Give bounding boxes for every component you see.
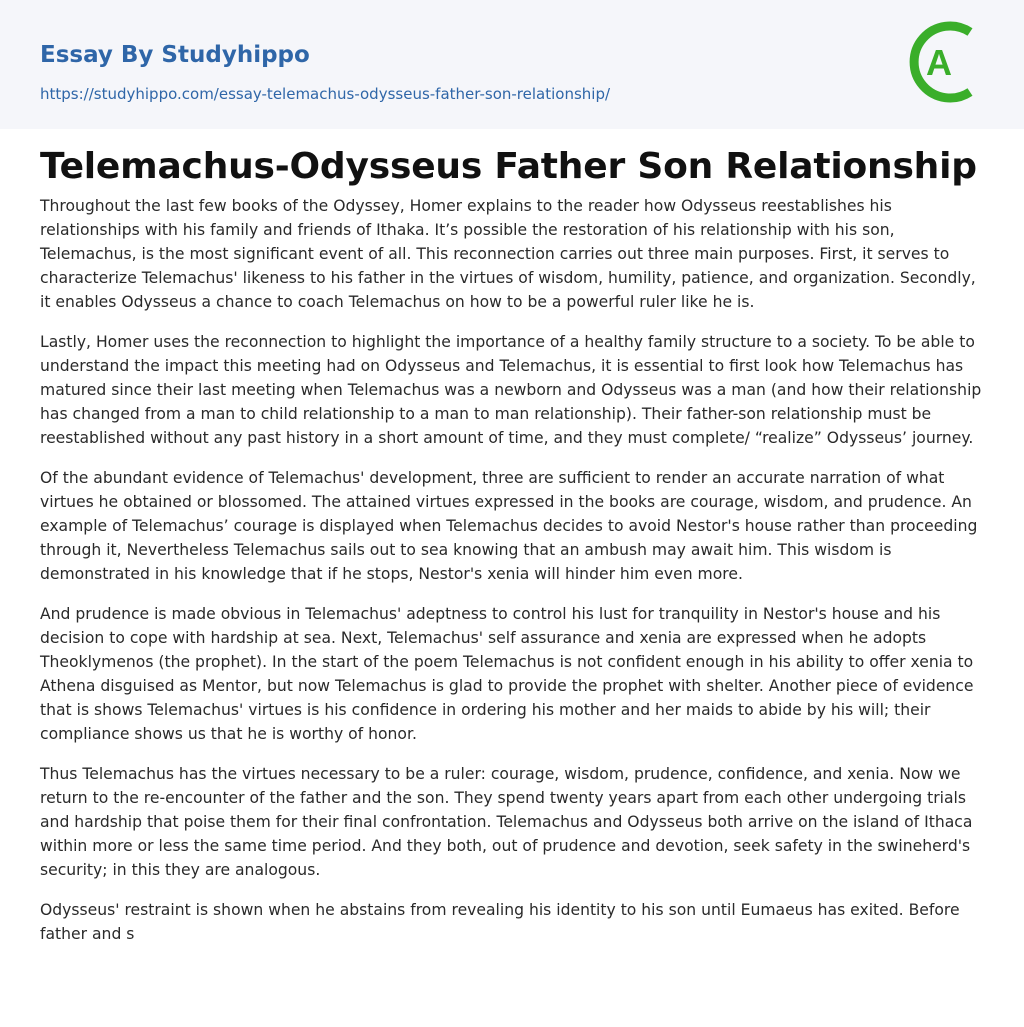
studyhippo-logo-icon[interactable] — [908, 18, 988, 106]
essay-paragraph: Of the abundant evidence of Telemachus' development, three are sufficient to render an accurate narration of what virtues he obtained or blossomed. The attained virtues expressed in the books are courage, wisdom, and prudence. An example of Telemachus’ courage is displayed when Telemachus decides to avoid Nestor's house rather than proceeding through it, Nevertheless Telemachus sails out to sea knowing that an ambush may await him. This wisdom is demonstrated in his knowledge that if he stops, Nestor's xenia will hinder him even more. — [40, 469, 978, 583]
essay-paragraph: Thus Telemachus has the virtues necessary to be a ruler: courage, wisdom, prudence, confidence, and xenia. Now we return to the re-encounter of the father and the son. They spend twenty years apart from each other undergoing trials and hardship that poise them for their final confrontation. Telemachus and Odysseus both arrive on the island of Ithaca within more or less the same time period. And they both, out of prudence and devotion, seek safety in the swineherd's security; in this they are analogous. — [40, 765, 973, 879]
essay-body — [40, 194, 984, 962]
essay-paragraph: Lastly, Homer uses the reconnection to highlight the importance of a healthy family structure to a society. To be able to understand the impact this meeting had on Odysseus and Telemachus, it is essential to first look how Telemachus has matured since their last meeting when Telemachus was a newborn and Odysseus was a man (and how their relationship has changed from a man to child relationship to a man to man relationship). Their father-son relationship must be reestablished without any past history in a short amount of time, and they must complete/ “realize” Odysseus’ journey. — [40, 333, 982, 447]
essay-paragraph: Throughout the last few books of the Odyssey, Homer explains to the reader how Odysseus reestablishes his relationships with his family and friends of Ithaka. It’s possible the restoration of his relationship with his son, Telemachus, is the most significant event of all. This reconnection carries out three main purposes. First, it serves to characterize Telemachus' likeness to his father in the virtues of wisdom, humility, patience, and organization. Secondly, it enables Odysseus a chance to coach Telemachus on how to be a powerful ruler like he is. — [40, 197, 976, 311]
site-brand[interactable]: Essay By Studyhippo — [40, 42, 310, 68]
essay-paragraph: And prudence is made obvious in Telemachus' adeptness to control his lust for tranquility in Nestor's house and his decision to cope with hardship at sea. Next, Telemachus' self assurance and xenia are expressed when he adopts Theoklymenos (the prophet). In the start of the poem Telemachus is not confident enough in his ability to offer xenia to Athena disguised as Mentor, but now Telemachus is glad to provide the prophet with shelter. Another piece of evidence that is shows Telemachus' virtues is his confidence in ordering his mother and her maids to abide by his will; their compliance shows us that he is worthy of honor. — [40, 605, 974, 743]
site-header — [0, 0, 1024, 129]
essay-url-link[interactable]: https://studyhippo.com/essay-telemachus-odysseus-father-son-relationship/ — [40, 85, 611, 103]
essay-title: Telemachus-Odysseus Father Son Relationship — [40, 146, 977, 187]
essay-paragraph: Odysseus' restraint is shown when he abstains from revealing his identity to his son until Eumaeus has exited. Before father and s — [40, 901, 960, 943]
logo-letter: A — [926, 42, 952, 83]
